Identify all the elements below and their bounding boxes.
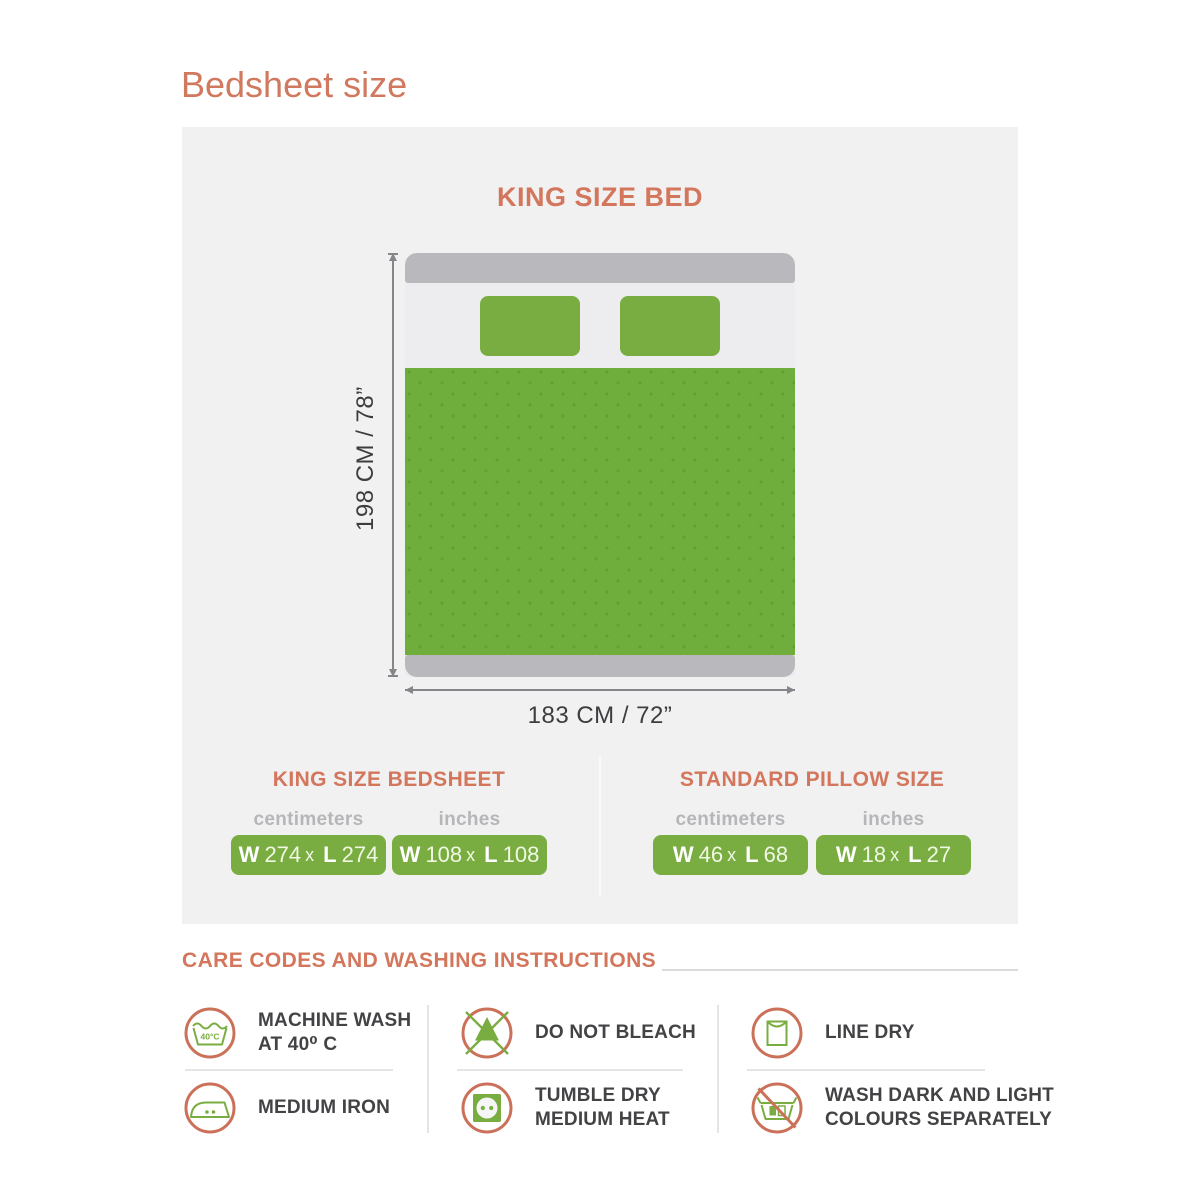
- pillow-cm-unit-label: centimeters: [675, 809, 786, 830]
- bed-diagram-title: KING SIZE BED: [496, 182, 704, 212]
- width-letter: W: [835, 842, 857, 867]
- care-item-label: DO NOT BLEACH: [535, 1022, 696, 1044]
- bedsheet-in-size-pill: [392, 835, 547, 875]
- length-value: 274: [341, 842, 379, 867]
- width-dimension-line: [405, 689, 795, 691]
- length-value: 108: [502, 842, 540, 867]
- length-letter: L: [908, 842, 922, 867]
- width-value: 274: [264, 842, 302, 867]
- do-not-bleach-icon: [455, 1001, 519, 1065]
- width-dimension-label: 183 CM / 72”: [527, 702, 673, 729]
- care-item-label: MEDIUM IRON: [258, 1097, 391, 1119]
- care-item-label: WASH DARK AND LIGHT COLOURS SEPARATELY: [825, 1085, 1054, 1130]
- tables-divider: [599, 757, 601, 897]
- care-grid-divider: [185, 1069, 393, 1071]
- care-heading-rule: [662, 969, 1018, 971]
- x-separator: x: [890, 844, 900, 865]
- length-letter: L: [323, 842, 337, 867]
- pillow-cm-size-pill: [653, 835, 808, 875]
- wash-separately-icon: [745, 1076, 809, 1140]
- care-grid-divider: [427, 1005, 429, 1133]
- care-section-heading: CARE CODES AND WASHING INSTRUCTIONS: [182, 949, 657, 972]
- pillow-in-size-pill: [816, 835, 971, 875]
- care-grid-divider: [717, 1005, 719, 1133]
- width-letter: W: [672, 842, 694, 867]
- machine-wash-icon: [178, 1001, 242, 1065]
- x-separator: x: [305, 844, 315, 865]
- width-letter: W: [238, 842, 260, 867]
- pillow-in-unit-label: inches: [862, 809, 925, 830]
- width-value: 108: [425, 842, 463, 867]
- width-value: 46: [698, 842, 724, 867]
- line-dry-icon: [745, 1001, 809, 1065]
- height-dimension-line: [392, 253, 394, 677]
- x-separator: x: [466, 844, 476, 865]
- x-separator: x: [727, 844, 737, 865]
- bedsheet-cm-unit-label: centimeters: [253, 809, 364, 830]
- width-letter: W: [399, 842, 421, 867]
- bedsheet-cm-size-pill: [231, 835, 386, 875]
- pillow-left: [480, 296, 580, 356]
- care-item-label: LINE DRY: [825, 1022, 915, 1044]
- bed-footboard: [405, 655, 795, 677]
- care-grid-divider: [747, 1069, 985, 1071]
- height-dimension-label: 198 CM / 78”: [352, 386, 379, 531]
- page-title: Bedsheet size: [181, 64, 408, 105]
- medium-iron-icon: [178, 1076, 242, 1140]
- width-value: 18: [861, 842, 887, 867]
- care-grid-divider: [457, 1069, 683, 1071]
- bed-diagram: [405, 253, 795, 677]
- length-value: 68: [763, 842, 789, 867]
- svg-text:40°C: 40°C: [200, 1031, 220, 1042]
- bed-headboard: [405, 253, 795, 283]
- bedsheet-table-heading: KING SIZE BEDSHEET: [272, 768, 506, 791]
- bedsheet-in-unit-label: inches: [438, 809, 501, 830]
- tumble-dry-icon: [455, 1076, 519, 1140]
- length-letter: L: [745, 842, 759, 867]
- care-item-label: MACHINE WASH AT 40⁰ C: [258, 1010, 412, 1055]
- bed-sheet: [405, 368, 795, 655]
- pillow-table-heading: STANDARD PILLOW SIZE: [679, 768, 945, 791]
- length-value: 27: [926, 842, 952, 867]
- length-letter: L: [484, 842, 498, 867]
- pillow-right: [620, 296, 720, 356]
- care-item-label: TUMBLE DRY MEDIUM HEAT: [535, 1085, 670, 1130]
